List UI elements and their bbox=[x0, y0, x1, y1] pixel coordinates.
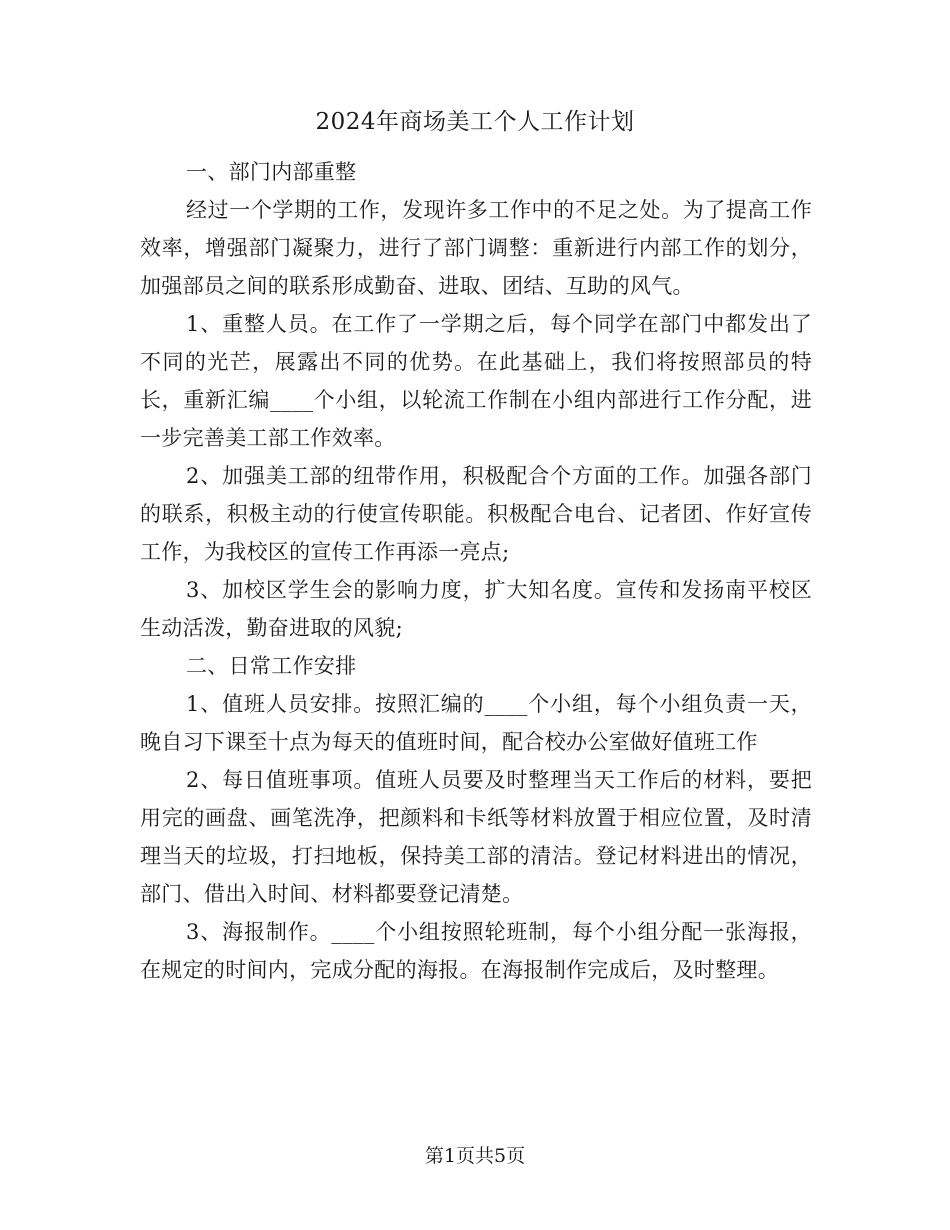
paragraph: 1、值班人员安排。按照汇编的____个小组，每个小组负责一天，晚自习下课至十点为每天的值班时间，配合校办公室做好值班工作 bbox=[140, 692, 812, 754]
paragraph: 1、重整人员。在工作了一学期之后，每个同学在部门中都发出了不同的光芒，展露出不同的优势。在此基础上，我们将按照部员的特长，重新汇编____个小组，以轮流工作制在小组内部进行工作分配，进一步完善美工部工作效率。 bbox=[140, 312, 812, 450]
document-body bbox=[140, 153, 812, 989]
paragraph: 3、海报制作。____个小组按照轮班制，每个小组分配一张海报，在规定的时间内，完成分配的海报。在海报制作完成后，及时整理。 bbox=[140, 920, 812, 982]
document-title: 2024年商场美工个人工作计划 bbox=[315, 109, 635, 135]
page-number-footer: 第1页共5页 bbox=[424, 1145, 526, 1167]
paragraph: 3、加校区学生会的影响力度，扩大知名度。宣传和发扬南平校区生动活泼，勤奋进取的风貌; bbox=[140, 578, 812, 640]
paragraph: 经过一个学期的工作，发现许多工作中的不足之处。为了提高工作效率，增强部门凝聚力，进行了部门调整：重新进行内部工作的划分，加强部员之间的联系形成勤奋、进取、团结、互助的风气。 bbox=[140, 198, 812, 298]
paragraph: 2、加强美工部的纽带作用，积极配合个方面的工作。加强各部门的联系，积极主动的行使宣传职能。积极配合电台、记者团、作好宣传工作，为我校区的宣传工作再添一亮点; bbox=[140, 464, 812, 564]
paragraph: 2、每日值班事项。值班人员要及时整理当天工作后的材料，要把用完的画盘、画笔洗净，把颜料和卡纸等材料放置于相应位置，及时清理当天的垃圾，打扫地板，保持美工部的清洁。登记材料进出的情况，部门、借出入时间、材料都要登记清楚。 bbox=[140, 768, 812, 906]
section-heading: 一、部门内部重整 bbox=[186, 160, 357, 184]
section-heading: 二、日常工作安排 bbox=[186, 654, 357, 678]
